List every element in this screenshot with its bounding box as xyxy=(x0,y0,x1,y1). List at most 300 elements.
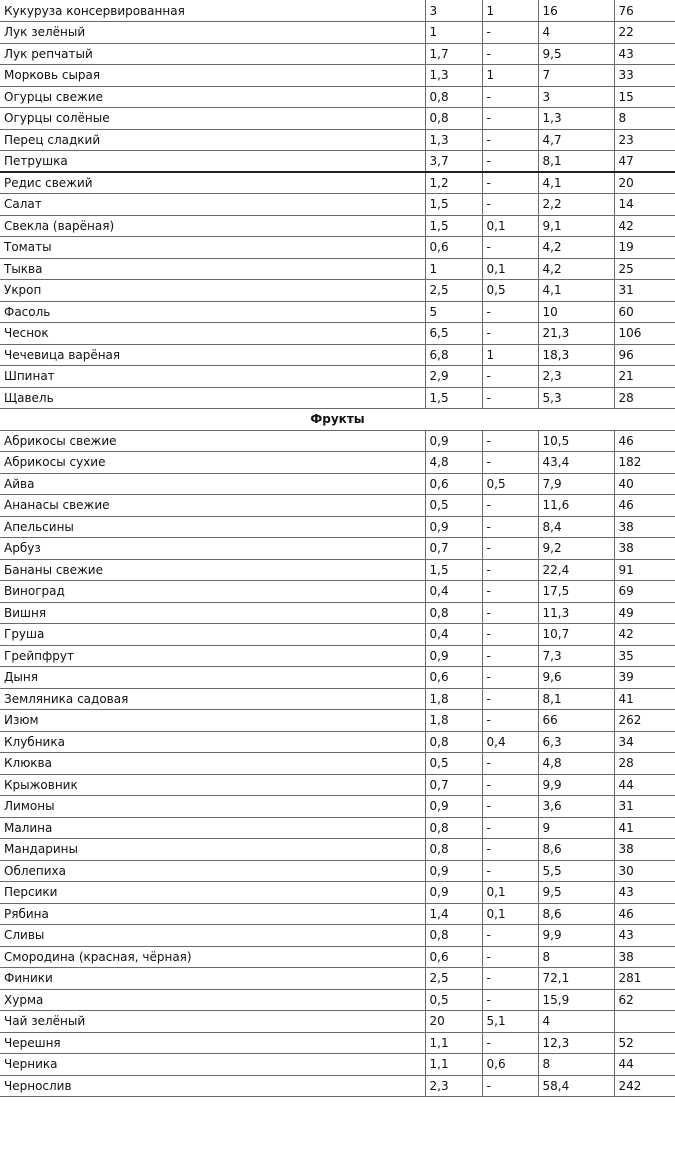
fat-cell: - xyxy=(482,430,538,452)
product-name-cell: Огурцы солёные xyxy=(0,108,425,130)
carbs-cell: 10 xyxy=(538,301,614,323)
carbs-cell: 7,9 xyxy=(538,473,614,495)
carbs-cell: 4,2 xyxy=(538,237,614,259)
carbs-cell: 4,8 xyxy=(538,753,614,775)
kcal-cell: 106 xyxy=(614,323,675,345)
product-name-cell: Шпинат xyxy=(0,366,425,388)
table-row xyxy=(0,65,675,87)
kcal-cell: 91 xyxy=(614,559,675,581)
product-name-cell: Клюква xyxy=(0,753,425,775)
product-name-cell: Ананасы свежие xyxy=(0,495,425,517)
carbs-cell: 1,3 xyxy=(538,108,614,130)
carbs-cell: 9,5 xyxy=(538,882,614,904)
kcal-cell: 76 xyxy=(614,0,675,22)
carbs-cell: 11,6 xyxy=(538,495,614,517)
fat-cell: 0,1 xyxy=(482,215,538,237)
product-name-cell: Груша xyxy=(0,624,425,646)
product-name-cell: Изюм xyxy=(0,710,425,732)
protein-cell: 6,5 xyxy=(425,323,482,345)
kcal-cell: 38 xyxy=(614,538,675,560)
product-name-cell: Лук репчатый xyxy=(0,43,425,65)
fat-cell: - xyxy=(482,301,538,323)
fat-cell: - xyxy=(482,667,538,689)
table-row xyxy=(0,258,675,280)
protein-cell: 1,3 xyxy=(425,65,482,87)
table-row xyxy=(0,387,675,409)
kcal-cell: 15 xyxy=(614,86,675,108)
kcal-cell: 44 xyxy=(614,1054,675,1076)
protein-cell: 0,8 xyxy=(425,86,482,108)
table-row xyxy=(0,925,675,947)
protein-cell: 1,1 xyxy=(425,1032,482,1054)
protein-cell: 0,7 xyxy=(425,774,482,796)
product-name-cell: Чай зелёный xyxy=(0,1011,425,1033)
carbs-cell: 8,1 xyxy=(538,151,614,173)
product-name-cell: Тыква xyxy=(0,258,425,280)
fat-cell: - xyxy=(482,323,538,345)
protein-cell: 0,5 xyxy=(425,989,482,1011)
fat-cell: 0,1 xyxy=(482,258,538,280)
product-name-cell: Чеснок xyxy=(0,323,425,345)
product-name-cell: Айва xyxy=(0,473,425,495)
protein-cell: 5 xyxy=(425,301,482,323)
fat-cell: - xyxy=(482,817,538,839)
fat-cell: - xyxy=(482,538,538,560)
product-name-cell: Мандарины xyxy=(0,839,425,861)
table-row xyxy=(0,753,675,775)
section-title: Фрукты xyxy=(0,409,675,431)
protein-cell: 0,6 xyxy=(425,667,482,689)
product-name-cell: Черника xyxy=(0,1054,425,1076)
fat-cell: 1 xyxy=(482,65,538,87)
fat-cell: - xyxy=(482,366,538,388)
product-name-cell: Абрикосы свежие xyxy=(0,430,425,452)
kcal-cell: 22 xyxy=(614,22,675,44)
table-row xyxy=(0,0,675,22)
kcal-cell: 35 xyxy=(614,645,675,667)
table-row xyxy=(0,237,675,259)
kcal-cell: 40 xyxy=(614,473,675,495)
product-name-cell: Абрикосы сухие xyxy=(0,452,425,474)
carbs-cell: 43,4 xyxy=(538,452,614,474)
kcal-cell: 28 xyxy=(614,387,675,409)
protein-cell: 0,6 xyxy=(425,473,482,495)
table-row xyxy=(0,559,675,581)
fat-cell: - xyxy=(482,1032,538,1054)
carbs-cell: 9,1 xyxy=(538,215,614,237)
table-row xyxy=(0,796,675,818)
protein-cell: 0,9 xyxy=(425,796,482,818)
product-name-cell: Укроп xyxy=(0,280,425,302)
kcal-cell: 43 xyxy=(614,43,675,65)
carbs-cell: 9,5 xyxy=(538,43,614,65)
fat-cell: - xyxy=(482,624,538,646)
table-row xyxy=(0,301,675,323)
fat-cell: 5,1 xyxy=(482,1011,538,1033)
protein-cell: 0,9 xyxy=(425,860,482,882)
table-row xyxy=(0,215,675,237)
protein-cell: 2,3 xyxy=(425,1075,482,1097)
protein-cell: 1,5 xyxy=(425,194,482,216)
protein-cell: 1 xyxy=(425,22,482,44)
carbs-cell: 21,3 xyxy=(538,323,614,345)
fat-cell: 1 xyxy=(482,344,538,366)
fat-cell: - xyxy=(482,688,538,710)
kcal-cell: 21 xyxy=(614,366,675,388)
product-name-cell: Облепиха xyxy=(0,860,425,882)
product-name-cell: Фасоль xyxy=(0,301,425,323)
carbs-cell: 58,4 xyxy=(538,1075,614,1097)
carbs-cell: 4 xyxy=(538,1011,614,1033)
protein-cell: 0,8 xyxy=(425,839,482,861)
carbs-cell: 4,1 xyxy=(538,172,614,194)
table-row xyxy=(0,516,675,538)
product-name-cell: Перец сладкий xyxy=(0,129,425,151)
fat-cell: - xyxy=(482,452,538,474)
product-name-cell: Смородина (красная, чёрная) xyxy=(0,946,425,968)
kcal-cell: 39 xyxy=(614,667,675,689)
table-row xyxy=(0,366,675,388)
carbs-cell: 8,4 xyxy=(538,516,614,538)
protein-cell: 0,5 xyxy=(425,753,482,775)
carbs-cell: 72,1 xyxy=(538,968,614,990)
kcal-cell: 96 xyxy=(614,344,675,366)
carbs-cell: 8,1 xyxy=(538,688,614,710)
table-row xyxy=(0,817,675,839)
fat-cell: - xyxy=(482,1075,538,1097)
kcal-cell: 38 xyxy=(614,839,675,861)
carbs-cell: 8,6 xyxy=(538,903,614,925)
table-row xyxy=(0,968,675,990)
kcal-cell: 14 xyxy=(614,194,675,216)
product-name-cell: Финики xyxy=(0,968,425,990)
table-row xyxy=(0,108,675,130)
kcal-cell: 31 xyxy=(614,280,675,302)
table-row xyxy=(0,172,675,194)
table-row xyxy=(0,344,675,366)
carbs-cell: 4 xyxy=(538,22,614,44)
protein-cell: 6,8 xyxy=(425,344,482,366)
table-row xyxy=(0,538,675,560)
protein-cell: 2,5 xyxy=(425,968,482,990)
protein-cell: 20 xyxy=(425,1011,482,1033)
kcal-cell: 42 xyxy=(614,215,675,237)
table-row xyxy=(0,602,675,624)
section-header-row xyxy=(0,409,675,431)
protein-cell: 1,5 xyxy=(425,215,482,237)
carbs-cell: 16 xyxy=(538,0,614,22)
product-name-cell: Бананы свежие xyxy=(0,559,425,581)
carbs-cell: 4,2 xyxy=(538,258,614,280)
carbs-cell: 15,9 xyxy=(538,989,614,1011)
fat-cell: - xyxy=(482,86,538,108)
carbs-cell: 4,7 xyxy=(538,129,614,151)
kcal-cell: 23 xyxy=(614,129,675,151)
product-name-cell: Крыжовник xyxy=(0,774,425,796)
fat-cell: - xyxy=(482,237,538,259)
carbs-cell: 9,2 xyxy=(538,538,614,560)
fat-cell: - xyxy=(482,839,538,861)
table-row xyxy=(0,1032,675,1054)
table-row xyxy=(0,151,675,173)
kcal-cell: 31 xyxy=(614,796,675,818)
protein-cell: 0,9 xyxy=(425,430,482,452)
protein-cell: 1,7 xyxy=(425,43,482,65)
kcal-cell: 25 xyxy=(614,258,675,280)
fat-cell: - xyxy=(482,559,538,581)
fat-cell: - xyxy=(482,172,538,194)
fat-cell: - xyxy=(482,581,538,603)
protein-cell: 4,8 xyxy=(425,452,482,474)
protein-cell: 0,8 xyxy=(425,731,482,753)
carbs-cell: 3 xyxy=(538,86,614,108)
protein-cell: 0,9 xyxy=(425,516,482,538)
fat-cell: - xyxy=(482,946,538,968)
kcal-cell: 182 xyxy=(614,452,675,474)
product-name-cell: Морковь сырая xyxy=(0,65,425,87)
kcal-cell: 43 xyxy=(614,882,675,904)
carbs-cell: 9 xyxy=(538,817,614,839)
protein-cell: 0,8 xyxy=(425,108,482,130)
carbs-cell: 3,6 xyxy=(538,796,614,818)
fat-cell: 0,1 xyxy=(482,903,538,925)
table-row xyxy=(0,280,675,302)
carbs-cell: 12,3 xyxy=(538,1032,614,1054)
protein-cell: 2,9 xyxy=(425,366,482,388)
table-row xyxy=(0,860,675,882)
kcal-cell: 43 xyxy=(614,925,675,947)
protein-cell: 1,8 xyxy=(425,688,482,710)
fat-cell: - xyxy=(482,108,538,130)
fat-cell: - xyxy=(482,129,538,151)
protein-cell: 0,8 xyxy=(425,817,482,839)
kcal-cell: 60 xyxy=(614,301,675,323)
carbs-cell: 22,4 xyxy=(538,559,614,581)
carbs-cell: 5,5 xyxy=(538,860,614,882)
protein-cell: 0,9 xyxy=(425,882,482,904)
table-row xyxy=(0,688,675,710)
kcal-cell: 38 xyxy=(614,946,675,968)
product-name-cell: Хурма xyxy=(0,989,425,1011)
protein-cell: 1,3 xyxy=(425,129,482,151)
carbs-cell: 2,3 xyxy=(538,366,614,388)
carbs-cell: 7,3 xyxy=(538,645,614,667)
product-name-cell: Грейпфрут xyxy=(0,645,425,667)
product-name-cell: Чернослив xyxy=(0,1075,425,1097)
fat-cell: - xyxy=(482,387,538,409)
carbs-cell: 10,5 xyxy=(538,430,614,452)
kcal-cell: 46 xyxy=(614,495,675,517)
product-name-cell: Томаты xyxy=(0,237,425,259)
product-name-cell: Сливы xyxy=(0,925,425,947)
table-row xyxy=(0,323,675,345)
kcal-cell xyxy=(614,1011,675,1033)
protein-cell: 1,2 xyxy=(425,172,482,194)
protein-cell: 0,8 xyxy=(425,925,482,947)
fat-cell: 0,4 xyxy=(482,731,538,753)
table-row xyxy=(0,839,675,861)
fat-cell: 0,5 xyxy=(482,473,538,495)
product-name-cell: Дыня xyxy=(0,667,425,689)
product-name-cell: Кукуруза консервированная xyxy=(0,0,425,22)
kcal-cell: 8 xyxy=(614,108,675,130)
protein-cell: 0,9 xyxy=(425,645,482,667)
fat-cell: - xyxy=(482,43,538,65)
kcal-cell: 69 xyxy=(614,581,675,603)
carbs-cell: 2,2 xyxy=(538,194,614,216)
kcal-cell: 281 xyxy=(614,968,675,990)
protein-cell: 2,5 xyxy=(425,280,482,302)
protein-cell: 0,8 xyxy=(425,602,482,624)
carbs-cell: 11,3 xyxy=(538,602,614,624)
product-name-cell: Петрушка xyxy=(0,151,425,173)
fat-cell: 1 xyxy=(482,0,538,22)
table-row xyxy=(0,946,675,968)
kcal-cell: 47 xyxy=(614,151,675,173)
protein-cell: 0,4 xyxy=(425,581,482,603)
product-name-cell: Персики xyxy=(0,882,425,904)
protein-cell: 1,5 xyxy=(425,387,482,409)
fat-cell: - xyxy=(482,710,538,732)
carbs-cell: 4,1 xyxy=(538,280,614,302)
table-row xyxy=(0,1054,675,1076)
carbs-cell: 17,5 xyxy=(538,581,614,603)
protein-cell: 1 xyxy=(425,258,482,280)
fat-cell: - xyxy=(482,495,538,517)
kcal-cell: 34 xyxy=(614,731,675,753)
table-row xyxy=(0,129,675,151)
protein-cell: 0,7 xyxy=(425,538,482,560)
product-name-cell: Вишня xyxy=(0,602,425,624)
fat-cell: - xyxy=(482,151,538,173)
carbs-cell: 7 xyxy=(538,65,614,87)
product-name-cell: Щавель xyxy=(0,387,425,409)
kcal-cell: 242 xyxy=(614,1075,675,1097)
product-name-cell: Клубника xyxy=(0,731,425,753)
kcal-cell: 38 xyxy=(614,516,675,538)
protein-cell: 0,4 xyxy=(425,624,482,646)
table-row xyxy=(0,645,675,667)
carbs-cell: 10,7 xyxy=(538,624,614,646)
carbs-cell: 6,3 xyxy=(538,731,614,753)
protein-cell: 3 xyxy=(425,0,482,22)
protein-cell: 1,5 xyxy=(425,559,482,581)
carbs-cell: 8 xyxy=(538,946,614,968)
product-name-cell: Свекла (варёная) xyxy=(0,215,425,237)
protein-cell: 1,4 xyxy=(425,903,482,925)
product-name-cell: Лук зелёный xyxy=(0,22,425,44)
kcal-cell: 42 xyxy=(614,624,675,646)
protein-cell: 1,1 xyxy=(425,1054,482,1076)
carbs-cell: 18,3 xyxy=(538,344,614,366)
product-name-cell: Апельсины xyxy=(0,516,425,538)
protein-cell: 3,7 xyxy=(425,151,482,173)
fat-cell: - xyxy=(482,796,538,818)
protein-cell: 0,6 xyxy=(425,946,482,968)
product-name-cell: Виноград xyxy=(0,581,425,603)
carbs-cell: 8,6 xyxy=(538,839,614,861)
carbs-cell: 5,3 xyxy=(538,387,614,409)
kcal-cell: 46 xyxy=(614,430,675,452)
product-name-cell: Редис свежий xyxy=(0,172,425,194)
fat-cell: - xyxy=(482,645,538,667)
product-name-cell: Лимоны xyxy=(0,796,425,818)
kcal-cell: 19 xyxy=(614,237,675,259)
protein-cell: 0,6 xyxy=(425,237,482,259)
fat-cell: 0,1 xyxy=(482,882,538,904)
kcal-cell: 52 xyxy=(614,1032,675,1054)
carbs-cell: 8 xyxy=(538,1054,614,1076)
kcal-cell: 49 xyxy=(614,602,675,624)
kcal-cell: 262 xyxy=(614,710,675,732)
table-row xyxy=(0,581,675,603)
kcal-cell: 28 xyxy=(614,753,675,775)
table-row xyxy=(0,710,675,732)
kcal-cell: 62 xyxy=(614,989,675,1011)
table-row xyxy=(0,473,675,495)
protein-cell: 0,5 xyxy=(425,495,482,517)
table-row xyxy=(0,667,675,689)
table-row xyxy=(0,1011,675,1033)
fat-cell: - xyxy=(482,860,538,882)
product-name-cell: Черешня xyxy=(0,1032,425,1054)
product-name-cell: Земляника садовая xyxy=(0,688,425,710)
table-row xyxy=(0,86,675,108)
table-row xyxy=(0,624,675,646)
carbs-cell: 66 xyxy=(538,710,614,732)
kcal-cell: 44 xyxy=(614,774,675,796)
product-name-cell: Огурцы свежие xyxy=(0,86,425,108)
kcal-cell: 30 xyxy=(614,860,675,882)
protein-cell: 1,8 xyxy=(425,710,482,732)
kcal-cell: 41 xyxy=(614,688,675,710)
table-row xyxy=(0,452,675,474)
product-name-cell: Малина xyxy=(0,817,425,839)
fat-cell: - xyxy=(482,989,538,1011)
fat-cell: - xyxy=(482,968,538,990)
fat-cell: 0,6 xyxy=(482,1054,538,1076)
carbs-cell: 9,6 xyxy=(538,667,614,689)
fat-cell: - xyxy=(482,774,538,796)
fat-cell: - xyxy=(482,753,538,775)
table-row xyxy=(0,731,675,753)
kcal-cell: 33 xyxy=(614,65,675,87)
table-row xyxy=(0,194,675,216)
table-row xyxy=(0,1075,675,1097)
table-row xyxy=(0,43,675,65)
fat-cell: - xyxy=(482,194,538,216)
kcal-cell: 41 xyxy=(614,817,675,839)
fat-cell: - xyxy=(482,516,538,538)
table-row xyxy=(0,430,675,452)
product-name-cell: Чечевица варёная xyxy=(0,344,425,366)
fat-cell: - xyxy=(482,602,538,624)
fat-cell: - xyxy=(482,22,538,44)
table-row xyxy=(0,903,675,925)
fat-cell: 0,5 xyxy=(482,280,538,302)
kcal-cell: 20 xyxy=(614,172,675,194)
table-row xyxy=(0,22,675,44)
carbs-cell: 9,9 xyxy=(538,774,614,796)
table-row xyxy=(0,495,675,517)
carbs-cell: 9,9 xyxy=(538,925,614,947)
table-row xyxy=(0,989,675,1011)
product-name-cell: Рябина xyxy=(0,903,425,925)
kcal-cell: 46 xyxy=(614,903,675,925)
table-row xyxy=(0,882,675,904)
product-name-cell: Салат xyxy=(0,194,425,216)
fat-cell: - xyxy=(482,925,538,947)
